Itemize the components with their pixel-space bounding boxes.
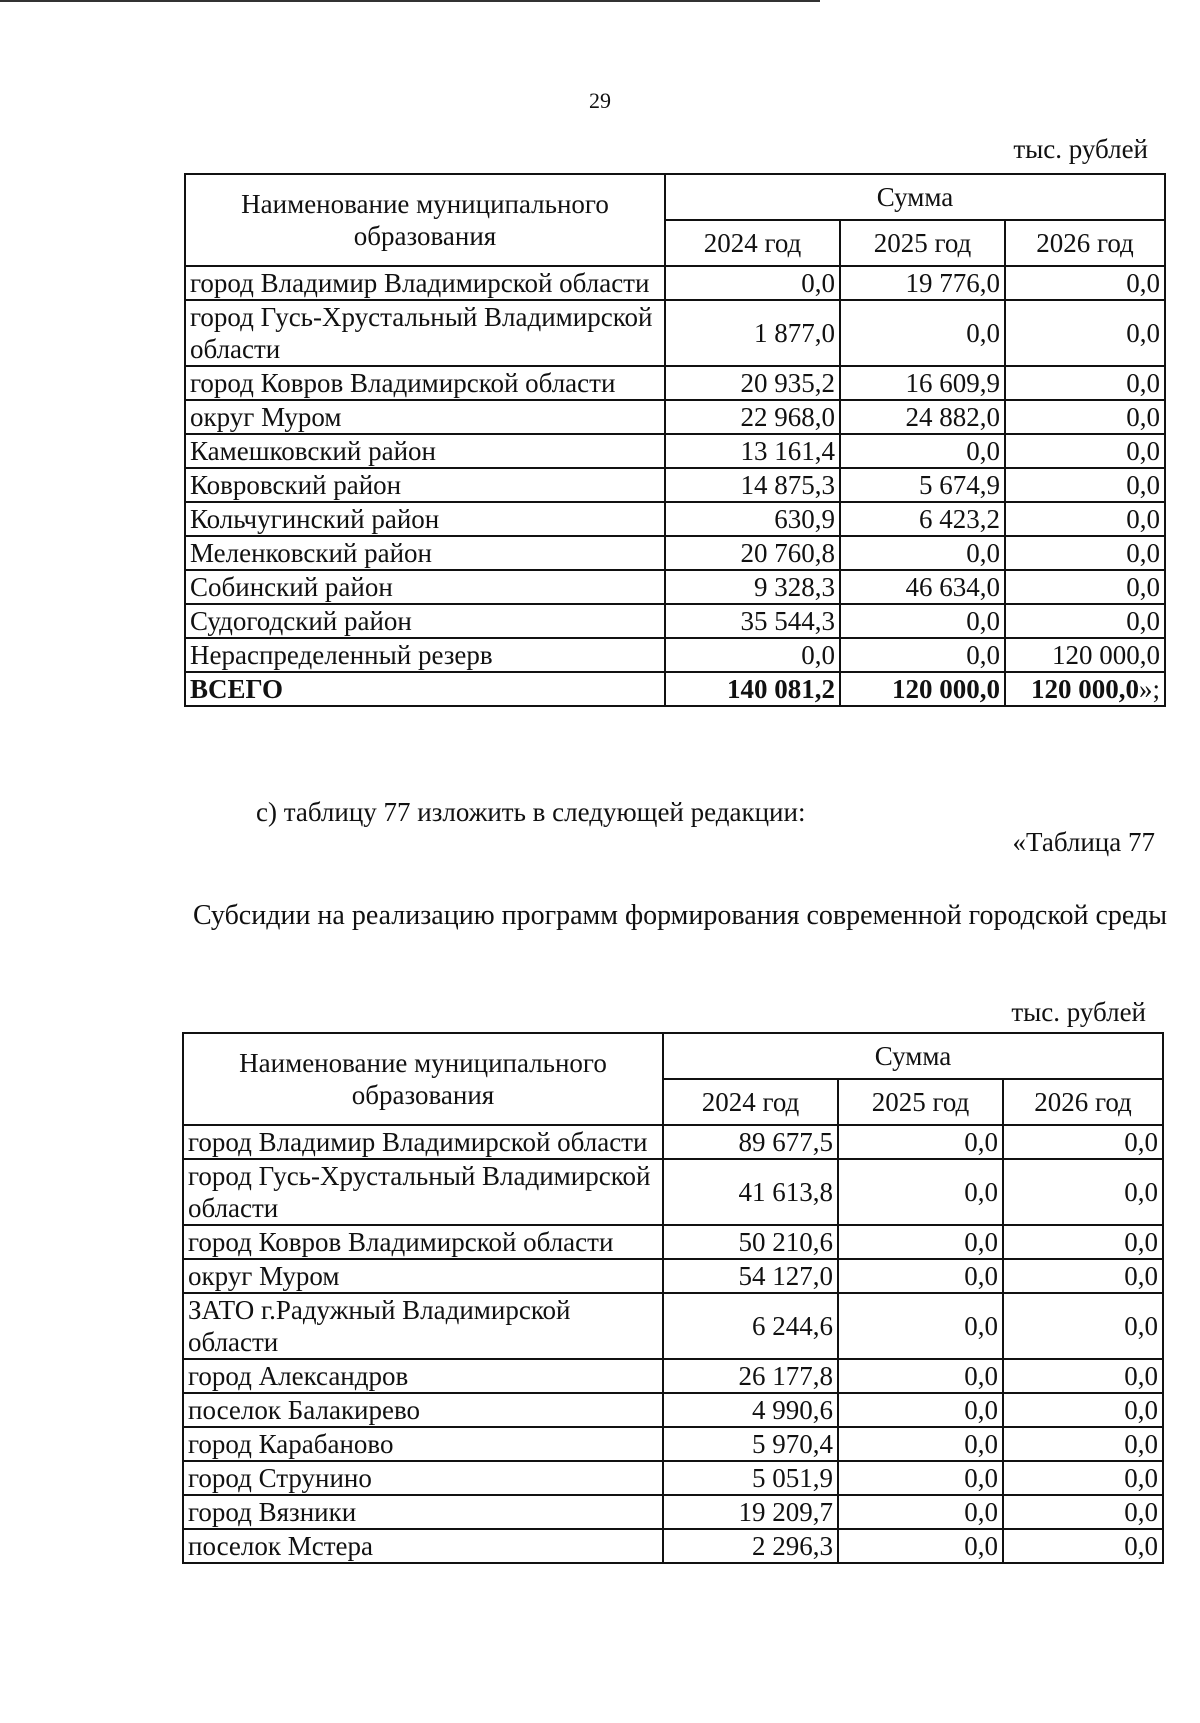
municipality-name: город Ковров Владимирской области [185, 366, 665, 400]
municipality-name: округ Муром [183, 1259, 663, 1293]
amount-cell: 0,0 [838, 1359, 1003, 1393]
municipality-name: город Ковров Владимирской области [183, 1225, 663, 1259]
table-row [183, 1495, 1163, 1529]
amount-cell: 0,0 [840, 638, 1005, 672]
municipality-name: город Струнино [183, 1461, 663, 1495]
amount-cell: 0,0 [1003, 1125, 1163, 1159]
amount-cell: 0,0 [1003, 1225, 1163, 1259]
amount-cell: 0,0 [838, 1529, 1003, 1563]
municipality-name: поселок Балакирево [183, 1393, 663, 1427]
municipality-name: город Владимир Владимирской области [185, 266, 665, 300]
amount-cell: 1 877,0 [665, 300, 840, 366]
closing-quote: »; [1139, 674, 1161, 704]
total-amount-value: 120 000,0 [1031, 674, 1139, 704]
table2-label: «Таблица 77 [1012, 827, 1155, 857]
table1-header-year: 2025 год [840, 220, 1005, 266]
table-row [185, 536, 1165, 570]
table2-units: тыс. рублей [1011, 997, 1146, 1027]
amount-cell: 0,0 [1003, 1359, 1163, 1393]
top-scan-rule [0, 0, 820, 2]
amount-cell: 0,0 [1003, 1393, 1163, 1427]
page-number: 29 [589, 88, 611, 113]
amount-cell: 22 968,0 [665, 400, 840, 434]
table-row [185, 400, 1165, 434]
table-row [183, 1393, 1163, 1427]
table1-units: тыс. рублей [1013, 134, 1148, 164]
amount-cell: 0,0 [838, 1427, 1003, 1461]
amount-cell: 0,0 [838, 1461, 1003, 1495]
amount-cell: 9 328,3 [665, 570, 840, 604]
municipality-name: Собинский район [185, 570, 665, 604]
amount-cell: 630,9 [665, 502, 840, 536]
amount-cell: 35 544,3 [665, 604, 840, 638]
amount-cell: 0,0 [838, 1259, 1003, 1293]
table-row [183, 1259, 1163, 1293]
amount-cell: 13 161,4 [665, 434, 840, 468]
amount-cell: 0,0 [1005, 434, 1165, 468]
amount-cell: 0,0 [1005, 266, 1165, 300]
total-amount [840, 672, 1005, 706]
table-row [183, 1125, 1163, 1159]
municipality-name: Камешковский район [185, 434, 665, 468]
amount-cell: 6 423,2 [840, 502, 1005, 536]
table2-header-year: 2026 год [1003, 1079, 1163, 1125]
amount-cell: 0,0 [665, 638, 840, 672]
amount-cell: 20 760,8 [665, 536, 840, 570]
amount-cell: 0,0 [838, 1159, 1003, 1225]
municipality-name: город Вязники [183, 1495, 663, 1529]
amount-cell: 2 296,3 [663, 1529, 838, 1563]
table-row [183, 1427, 1163, 1461]
table2-header-year: 2025 год [838, 1079, 1003, 1125]
municipality-name: округ Муром [185, 400, 665, 434]
table-row [185, 604, 1165, 638]
table-row [185, 434, 1165, 468]
amount-cell: 54 127,0 [663, 1259, 838, 1293]
amount-cell: 5 674,9 [840, 468, 1005, 502]
municipality-name: город Гусь-Хрустальный Владимирской области [185, 300, 665, 366]
municipality-name: город Владимир Владимирской области [183, 1125, 663, 1159]
municipality-name: Нераспределенный резерв [185, 638, 665, 672]
table-row [185, 502, 1165, 536]
amount-cell: 41 613,8 [663, 1159, 838, 1225]
table-row [185, 266, 1165, 300]
amount-cell: 20 935,2 [665, 366, 840, 400]
municipality-name: поселок Мстера [183, 1529, 663, 1563]
amount-cell: 0,0 [1003, 1427, 1163, 1461]
amount-cell: 0,0 [1005, 536, 1165, 570]
amount-cell: 5 051,9 [663, 1461, 838, 1495]
amount-cell: 0,0 [840, 536, 1005, 570]
table1-header-name: Наименование муниципального образования [185, 174, 665, 266]
table2-title: Субсидии на реализацию программ формирования современной городской среды [192, 900, 1168, 931]
amount-cell: 0,0 [838, 1495, 1003, 1529]
amount-cell: 89 677,5 [663, 1125, 838, 1159]
table-row [183, 1293, 1163, 1359]
amount-cell: 4 990,6 [663, 1393, 838, 1427]
total-label: ВСЕГО [185, 672, 665, 706]
municipality-name: Кольчугинский район [185, 502, 665, 536]
amount-cell: 120 000,0 [1005, 638, 1165, 672]
total-amount [665, 672, 840, 706]
table2-header-name: Наименование муниципального образования [183, 1033, 663, 1125]
amount-cell: 0,0 [1005, 502, 1165, 536]
amount-cell: 0,0 [838, 1293, 1003, 1359]
instruction-text: с) таблицу 77 изложить в следующей редакции: [256, 797, 806, 827]
municipality-name: город Александров [183, 1359, 663, 1393]
table1 [184, 173, 1166, 707]
amount-cell: 0,0 [838, 1225, 1003, 1259]
table2-header-sum: Сумма [663, 1033, 1163, 1079]
municipality-name: город Карабаново [183, 1427, 663, 1461]
table-row [185, 366, 1165, 400]
amount-cell: 5 970,4 [663, 1427, 838, 1461]
table2 [182, 1032, 1164, 1564]
amount-cell: 19 209,7 [663, 1495, 838, 1529]
amount-cell: 0,0 [840, 434, 1005, 468]
total-amount-value: 140 081,2 [727, 674, 835, 704]
amount-cell: 0,0 [1005, 366, 1165, 400]
amount-cell: 0,0 [1005, 604, 1165, 638]
amount-cell: 0,0 [1005, 570, 1165, 604]
table1-header-year: 2026 год [1005, 220, 1165, 266]
amount-cell: 0,0 [1005, 300, 1165, 366]
amount-cell: 50 210,6 [663, 1225, 838, 1259]
amount-cell: 0,0 [838, 1393, 1003, 1427]
table-row [183, 1461, 1163, 1495]
amount-cell: 14 875,3 [665, 468, 840, 502]
table-row [185, 570, 1165, 604]
municipality-name: Меленковский район [185, 536, 665, 570]
amount-cell: 6 244,6 [663, 1293, 838, 1359]
amount-cell: 46 634,0 [840, 570, 1005, 604]
table-row [183, 1359, 1163, 1393]
table-row [183, 1225, 1163, 1259]
amount-cell: 0,0 [1003, 1159, 1163, 1225]
amount-cell: 0,0 [665, 266, 840, 300]
amount-cell: 26 177,8 [663, 1359, 838, 1393]
amount-cell: 0,0 [838, 1125, 1003, 1159]
amount-cell: 0,0 [840, 300, 1005, 366]
total-amount-value: 120 000,0 [892, 674, 1000, 704]
table-row [185, 638, 1165, 672]
amount-cell: 0,0 [1005, 468, 1165, 502]
amount-cell: 16 609,9 [840, 366, 1005, 400]
total-row [185, 672, 1165, 706]
amount-cell: 0,0 [1005, 400, 1165, 434]
total-amount [1005, 672, 1165, 706]
table-row [185, 468, 1165, 502]
amount-cell: 0,0 [1003, 1461, 1163, 1495]
table2-header-year: 2024 год [663, 1079, 838, 1125]
amount-cell: 0,0 [1003, 1293, 1163, 1359]
municipality-name: ЗАТО г.Радужный Владимирской области [183, 1293, 663, 1359]
municipality-name: Судогодский район [185, 604, 665, 638]
municipality-name: город Гусь-Хрустальный Владимирской области [183, 1159, 663, 1225]
table-row [183, 1529, 1163, 1563]
table1-header-sum: Сумма [665, 174, 1165, 220]
amount-cell: 0,0 [1003, 1495, 1163, 1529]
amount-cell: 0,0 [1003, 1529, 1163, 1563]
table1-header-year: 2024 год [665, 220, 840, 266]
amount-cell: 24 882,0 [840, 400, 1005, 434]
amount-cell: 0,0 [840, 604, 1005, 638]
table-row [185, 300, 1165, 366]
table-row [183, 1159, 1163, 1225]
amount-cell: 0,0 [1003, 1259, 1163, 1293]
municipality-name: Ковровский район [185, 468, 665, 502]
amount-cell: 19 776,0 [840, 266, 1005, 300]
